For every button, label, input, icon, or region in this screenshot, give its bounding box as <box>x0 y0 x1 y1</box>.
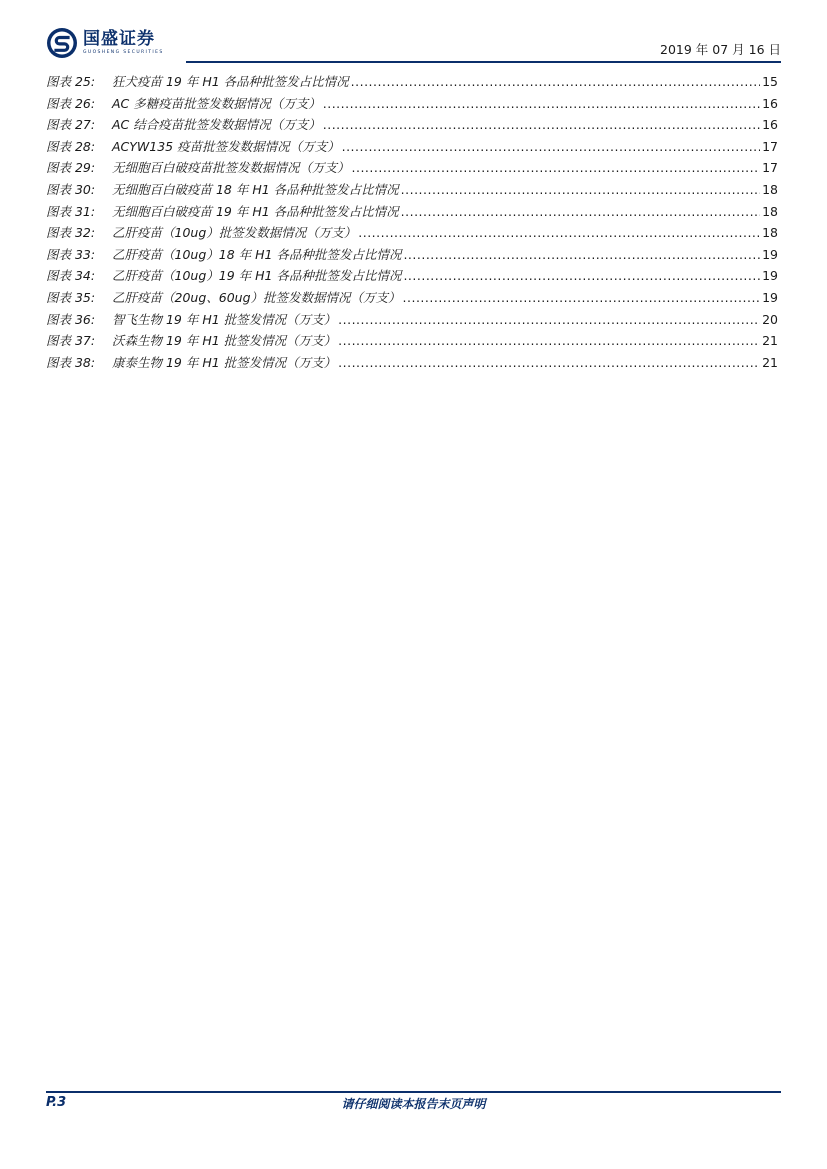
toc-leader-dots <box>351 74 760 89</box>
disclaimer-notice: 请仔细阅读本报告末页声明 <box>341 1097 486 1111</box>
toc-entry-label: 图表 25: <box>46 74 96 89</box>
toc-leader-dots <box>352 160 760 175</box>
report-date: 2019 年 07 月 16 日 <box>660 42 781 57</box>
toc-entry-title: 乙肝疫苗（10ug）19 年 H1 各品种批签发占比情况 <box>112 268 402 284</box>
toc-entry-title: AC 多糖疫苗批签发数据情况（万支） <box>112 95 321 111</box>
toc-entry[interactable] <box>46 202 778 224</box>
toc-entry-page: 16 <box>762 95 778 111</box>
toc-entry-label: 图表 36: <box>46 311 96 327</box>
toc-leader-dots <box>338 355 760 370</box>
toc-entry-page: 17 <box>762 160 778 176</box>
toc-entry[interactable] <box>46 223 778 245</box>
toc-entry[interactable] <box>46 331 778 353</box>
toc-entry-label: 图表 30: <box>46 181 96 197</box>
toc-entry-page: 18 <box>762 181 778 197</box>
toc-entry-label: 图表 32: <box>46 225 96 241</box>
footer-divider <box>46 1091 781 1093</box>
toc-entry-label: 图表 35: <box>46 289 96 305</box>
toc-entry-page: 18 <box>762 225 778 241</box>
toc-leader-dots <box>403 268 760 283</box>
toc-entry-label: 图表 34: <box>46 268 96 284</box>
toc-entry-label: 图表 26: <box>46 95 96 111</box>
toc-leader-dots <box>342 139 760 154</box>
toc-leader-dots <box>403 247 760 262</box>
toc-entry-page: 21 <box>762 354 778 370</box>
toc-entry-page: 17 <box>762 138 778 154</box>
brand-text <box>83 30 164 56</box>
toc-entry-title: 无细胞百白破疫苗 19 年 H1 各品种批签发占比情况 <box>112 203 399 219</box>
toc-entry-page: 21 <box>762 333 778 349</box>
brand-logo <box>46 26 164 60</box>
toc-entry-page: 15 <box>762 74 778 89</box>
toc-leader-dots <box>401 182 760 197</box>
toc-entry-label: 图表 38: <box>46 354 96 370</box>
toc-leader-dots <box>338 333 760 348</box>
toc-entry-page: 19 <box>762 246 778 262</box>
toc-entry-title: 乙肝疫苗（10ug）18 年 H1 各品种批签发占比情况 <box>112 246 402 262</box>
toc-leader-dots <box>403 290 760 305</box>
toc-entry[interactable] <box>46 137 778 159</box>
toc-entry-page: 19 <box>762 289 778 305</box>
toc-entry-page: 20 <box>762 311 778 327</box>
toc-entry[interactable] <box>46 266 778 288</box>
toc-entry-title: 狂犬疫苗 19 年 H1 各品种批签发占比情况 <box>112 74 349 89</box>
toc-entry-label: 图表 28: <box>46 138 96 154</box>
guosheng-logo-icon <box>46 27 78 59</box>
toc-entry[interactable] <box>46 72 778 94</box>
toc-entry-label: 图表 29: <box>46 160 96 176</box>
brand-name-en: GUOSHENG SECURITIES <box>83 50 164 55</box>
toc-entry-title: 乙肝疫苗（20ug、60ug）批签发数据情况（万支） <box>112 289 401 305</box>
toc-entry-title: 无细胞百白破疫苗 18 年 H1 各品种批签发占比情况 <box>112 181 399 197</box>
toc-entry-label: 图表 27: <box>46 117 96 133</box>
toc-entry[interactable] <box>46 94 778 116</box>
toc-entry-page: 19 <box>762 268 778 284</box>
toc-entry-title: 智飞生物 19 年 H1 批签发情况（万支） <box>112 311 337 327</box>
toc-leader-dots <box>323 117 760 132</box>
figure-index-list <box>46 72 778 374</box>
header-divider <box>186 61 781 63</box>
toc-entry-label: 图表 31: <box>46 203 96 219</box>
toc-entry[interactable] <box>46 180 778 202</box>
toc-entry[interactable] <box>46 245 778 267</box>
toc-entry[interactable] <box>46 353 778 375</box>
page-header <box>46 24 781 64</box>
page-number: P.3 <box>46 1095 67 1110</box>
toc-leader-dots <box>323 96 760 111</box>
toc-entry-title: 沃森生物 19 年 H1 批签发情况（万支） <box>112 333 337 349</box>
toc-entry-title: 乙肝疫苗（10ug）批签发数据情况（万支） <box>112 225 357 241</box>
toc-entry-page: 18 <box>762 203 778 219</box>
toc-entry-title: ACYW135 疫苗批签发数据情况（万支） <box>112 138 340 154</box>
toc-leader-dots <box>358 225 760 240</box>
toc-entry-page: 16 <box>762 117 778 133</box>
toc-entry-title: 康泰生物 19 年 H1 批签发情况（万支） <box>112 354 337 370</box>
toc-leader-dots <box>338 312 760 327</box>
toc-entry[interactable] <box>46 288 778 310</box>
toc-entry[interactable] <box>46 158 778 180</box>
toc-leader-dots <box>401 204 760 219</box>
brand-name: 国盛证券 <box>83 29 155 49</box>
toc-entry[interactable] <box>46 115 778 137</box>
toc-entry-title: 无细胞百白破疫苗批签发数据情况（万支） <box>112 160 350 176</box>
toc-entry[interactable] <box>46 310 778 332</box>
toc-entry-label: 图表 33: <box>46 246 96 262</box>
toc-entry-label: 图表 37: <box>46 333 96 349</box>
toc-entry-title: AC 结合疫苗批签发数据情况（万支） <box>112 117 321 133</box>
